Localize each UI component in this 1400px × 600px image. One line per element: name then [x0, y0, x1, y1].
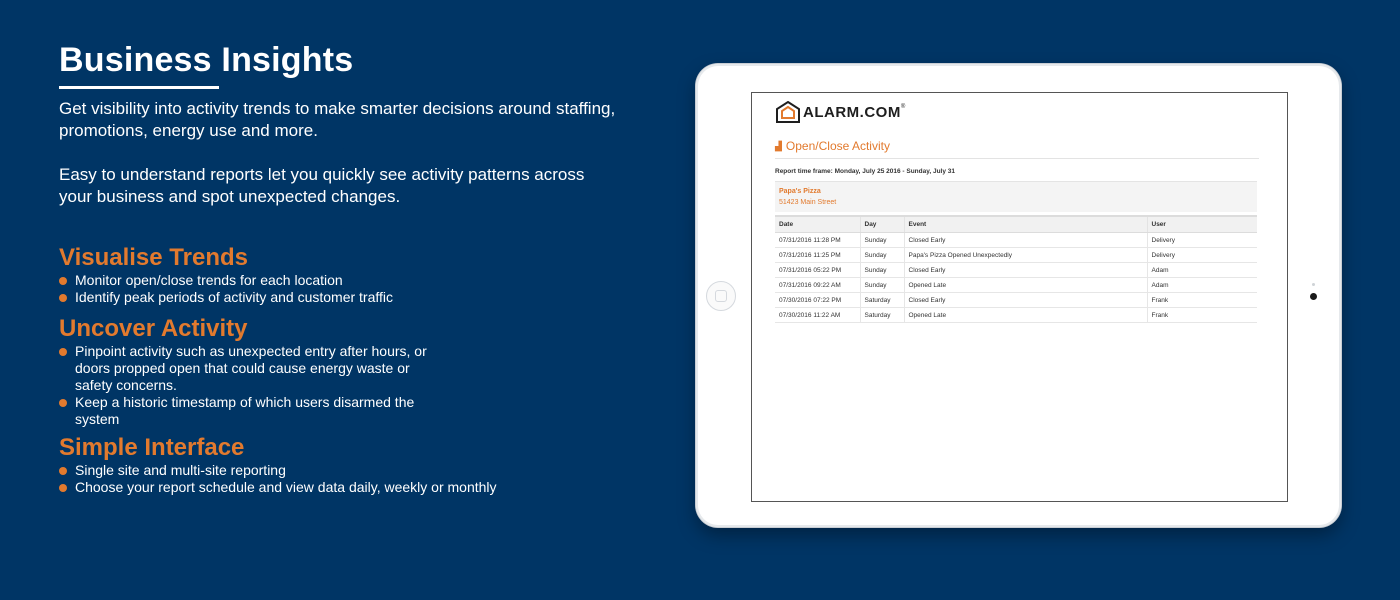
- bullet-list: [59, 272, 619, 306]
- table-cell: Adam: [1147, 278, 1257, 293]
- table-cell: Opened Late: [904, 308, 1147, 323]
- bullet-text: Keep a historic timestamp of which users disarmed the system: [75, 394, 415, 427]
- table-cell: Frank: [1147, 293, 1257, 308]
- bullet-text: Monitor open/close trends for each location: [75, 272, 343, 288]
- table-cell: 07/31/2016 09:22 AM: [775, 278, 860, 293]
- table-cell: 07/31/2016 11:28 PM: [775, 233, 860, 248]
- bullet-text: Identify peak periods of activity and customer traffic: [75, 289, 394, 305]
- location-name: Papa's Pizza: [779, 188, 821, 195]
- table-row: [775, 263, 1257, 278]
- table-row: [775, 248, 1257, 263]
- table-cell: Adam: [1147, 263, 1257, 278]
- report-timeframe: Report time frame: Monday, July 25 2016 - Sunday, July 31: [775, 168, 956, 175]
- table-cell: 07/31/2016 05:22 PM: [775, 263, 860, 278]
- camera-icon: [1310, 293, 1317, 300]
- bullet-item: [59, 462, 619, 479]
- intro-paragraph-1: Get visibility into activity trends to make smarter decisions around staffing, promotions, energy use and more.: [59, 99, 616, 140]
- table-cell: Closed Early: [904, 293, 1147, 308]
- table-cell: Sunday: [860, 278, 904, 293]
- table-cell: 07/31/2016 11:25 PM: [775, 248, 860, 263]
- column-header: Day: [860, 216, 904, 233]
- table-cell: Closed Early: [904, 263, 1147, 278]
- table-row: [775, 278, 1257, 293]
- bullet-item: [59, 479, 619, 496]
- location-header: [775, 181, 1257, 212]
- table-cell: Papa's Pizza Opened Unexpectedly: [904, 248, 1147, 263]
- column-header: User: [1147, 216, 1257, 233]
- report-title: [775, 139, 890, 153]
- table-cell: Delivery: [1147, 233, 1257, 248]
- bullet-dot-icon: [59, 348, 67, 356]
- bullet-list: [59, 462, 619, 496]
- section-uncover-activity: [59, 315, 619, 428]
- bullet-dot-icon: [59, 467, 67, 475]
- table-row: [775, 233, 1257, 248]
- marketing-panel: [59, 40, 619, 496]
- tablet-device: [696, 64, 1341, 527]
- home-button-icon: [706, 281, 736, 311]
- alarm-com-logo: [776, 101, 905, 123]
- intro-paragraph-2: Easy to understand reports let you quickly see activity patterns across your business and spot unexpected changes.: [59, 165, 585, 206]
- table-row: [775, 308, 1257, 323]
- section-heading: Uncover Activity: [59, 315, 248, 342]
- divider: [775, 158, 1259, 159]
- title-underline: [59, 86, 219, 89]
- chart-icon: ▟: [775, 140, 782, 151]
- report-title-text: Open/Close Activity: [785, 139, 890, 153]
- bullet-dot-icon: [59, 484, 67, 492]
- bullet-text: Pinpoint activity such as unexpected entry after hours, or doors propped open that could cause energy waste or safety concerns.: [75, 343, 427, 393]
- column-header: Date: [775, 216, 860, 233]
- activity-table: [775, 215, 1257, 323]
- bullet-dot-icon: [59, 294, 67, 302]
- section-visualise-trends: [59, 244, 619, 306]
- bullet-dot-icon: [59, 399, 67, 407]
- page-title: Business Insights: [59, 41, 354, 79]
- table-cell: Delivery: [1147, 248, 1257, 263]
- section-heading: Visualise Trends: [59, 244, 248, 271]
- section-heading: Simple Interface: [59, 434, 245, 461]
- table-cell: 07/30/2016 11:22 AM: [775, 308, 860, 323]
- table-cell: Closed Early: [904, 233, 1147, 248]
- bullet-item: [59, 343, 449, 394]
- sensor-icon: [1312, 283, 1315, 286]
- table-cell: Opened Late: [904, 278, 1147, 293]
- column-header: Event: [904, 216, 1147, 233]
- table-row: [775, 293, 1257, 308]
- bullet-list: [59, 343, 449, 428]
- bullet-text: Choose your report schedule and view data daily, weekly or monthly: [75, 479, 497, 495]
- bullet-text: Single site and multi-site reporting: [75, 462, 286, 478]
- table-header-row: [775, 216, 1257, 233]
- logo-text: ALARM.COM: [803, 103, 901, 121]
- bullet-item: [59, 272, 619, 289]
- table-cell: Frank: [1147, 308, 1257, 323]
- table-cell: Sunday: [860, 248, 904, 263]
- bullet-item: [59, 394, 449, 428]
- section-simple-interface: [59, 434, 619, 496]
- bullet-item: [59, 289, 619, 306]
- table-cell: Sunday: [860, 263, 904, 278]
- bullet-dot-icon: [59, 277, 67, 285]
- table-cell: Saturday: [860, 293, 904, 308]
- table-cell: Sunday: [860, 233, 904, 248]
- registered-mark: ®: [900, 104, 906, 110]
- table-cell: 07/30/2016 07:22 PM: [775, 293, 860, 308]
- location-address: 51423 Main Street: [779, 199, 837, 206]
- alarm-com-logo-icon: [776, 101, 800, 123]
- report-screen: [751, 92, 1288, 502]
- table-cell: Saturday: [860, 308, 904, 323]
